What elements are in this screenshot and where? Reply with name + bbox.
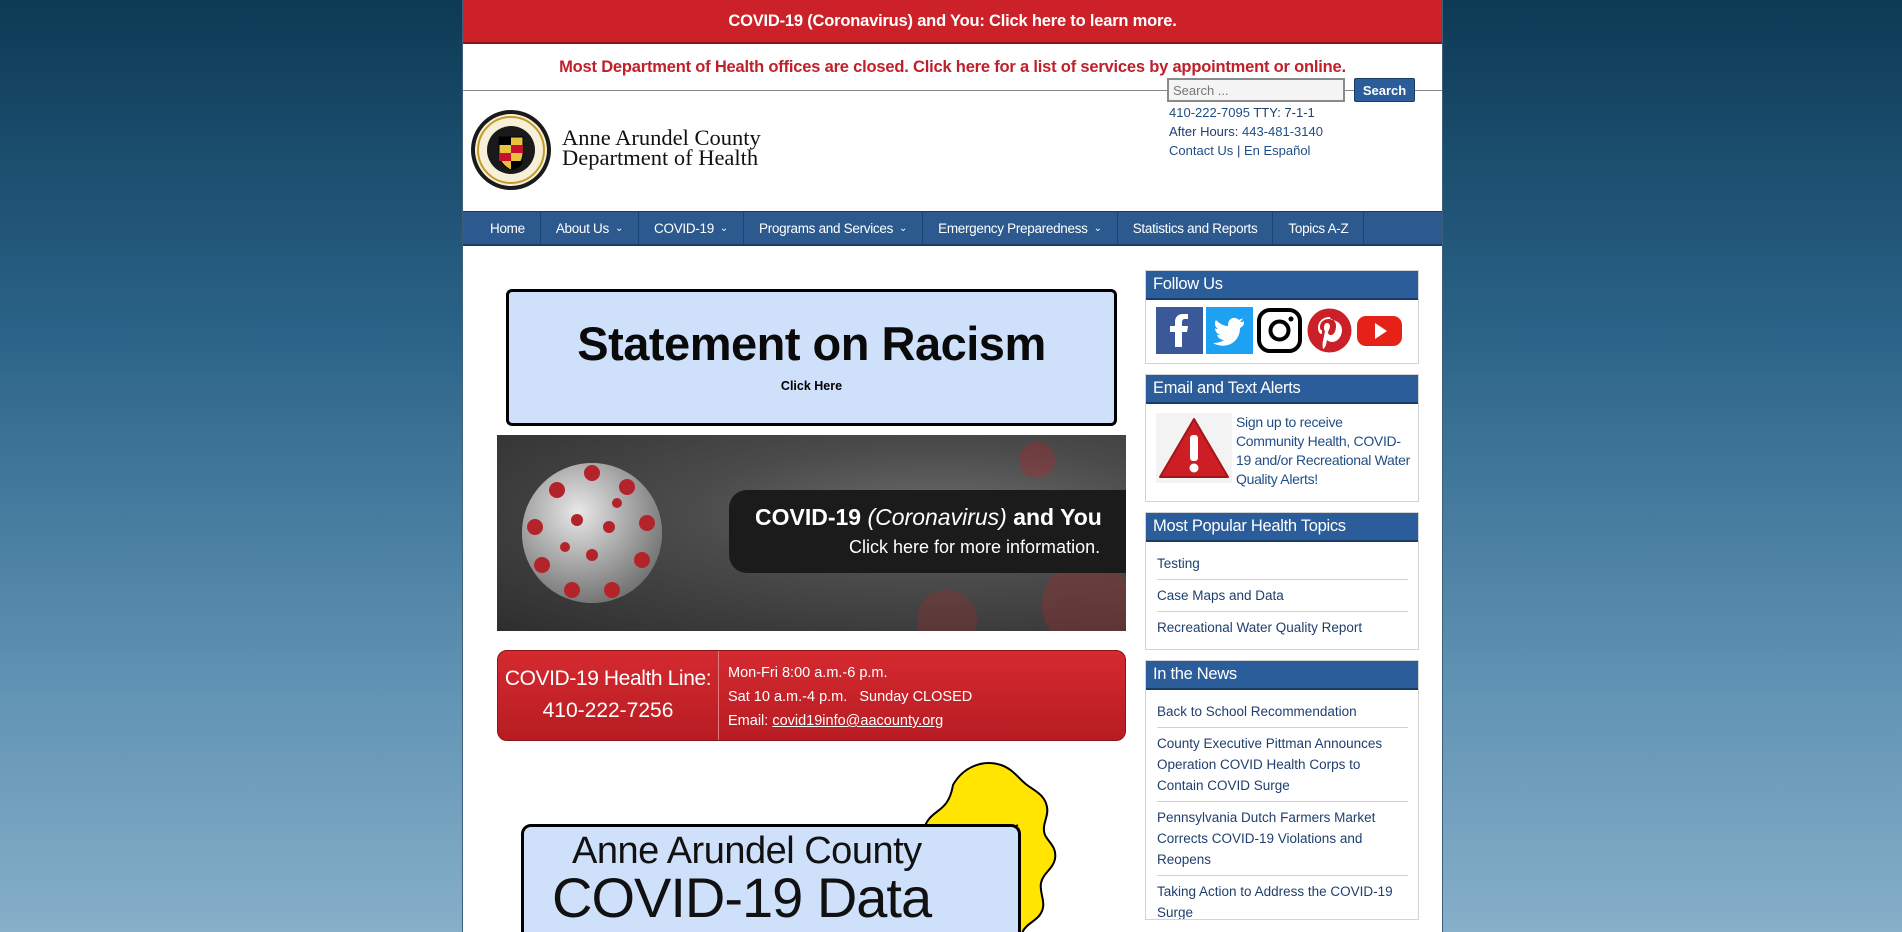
nav-emergency-preparedness[interactable] bbox=[923, 212, 1118, 244]
site-logo-text[interactable] bbox=[562, 125, 761, 170]
email-text-alerts-widget bbox=[1145, 374, 1419, 502]
youtube-icon[interactable] bbox=[1356, 307, 1403, 354]
statement-on-racism-banner[interactable] bbox=[506, 289, 1117, 426]
contact-block bbox=[1169, 103, 1323, 160]
espanol-link[interactable]: En Español bbox=[1243, 143, 1311, 158]
covid-banner-bold-1: COVID-19 bbox=[755, 504, 862, 530]
list-item[interactable]: Testing bbox=[1157, 548, 1408, 580]
covid-info-banner[interactable] bbox=[497, 435, 1126, 631]
list-item[interactable]: Taking Action to Address the COVID-19 Surge bbox=[1157, 884, 1393, 920]
site-header bbox=[463, 91, 1442, 211]
social-icons bbox=[1146, 300, 1418, 363]
nav-label: Home bbox=[490, 220, 525, 236]
after-hours-phone-link[interactable]: 443-481-3140 bbox=[1241, 124, 1323, 139]
health-line-number-block bbox=[498, 651, 719, 740]
follow-us-widget bbox=[1145, 270, 1419, 364]
alerts-signup-link[interactable]: Sign up to receive Community Health, COVID-19 and/or Recreational Water Quality Alerts! bbox=[1236, 414, 1410, 487]
racism-click-here[interactable]: Click Here bbox=[780, 379, 843, 393]
main-phone-link[interactable]: 410-222-7095 bbox=[1169, 105, 1250, 120]
racism-title: Statement on Racism bbox=[577, 317, 1046, 370]
chevron-down-icon: ⌄ bbox=[719, 222, 729, 234]
sidebar bbox=[1145, 270, 1419, 930]
nav-home[interactable] bbox=[475, 212, 541, 244]
hours-sunday: Sunday CLOSED bbox=[859, 689, 973, 705]
warning-icon bbox=[1156, 413, 1232, 483]
page-container bbox=[462, 0, 1443, 932]
data-line-1: Anne Arundel County bbox=[572, 830, 922, 872]
facebook-icon[interactable] bbox=[1156, 307, 1203, 354]
chevron-down-icon: ⌄ bbox=[899, 222, 908, 234]
nav-label: COVID-19 bbox=[654, 220, 714, 236]
tty-text: TTY: 7-1-1 bbox=[1253, 105, 1315, 120]
nav-about-us[interactable] bbox=[541, 212, 639, 244]
in-the-news-widget bbox=[1145, 660, 1419, 920]
nav-label: Emergency Preparedness bbox=[938, 220, 1088, 236]
health-line-label: COVID-19 Health Line: bbox=[504, 667, 712, 690]
logo-line-2: Department of Health bbox=[562, 145, 759, 170]
county-seal-icon[interactable] bbox=[469, 101, 553, 199]
news-title: In the News bbox=[1146, 661, 1418, 690]
popular-list bbox=[1146, 542, 1418, 649]
contact-us-link[interactable]: Contact Us bbox=[1169, 143, 1234, 158]
nav-statistics-reports[interactable] bbox=[1118, 212, 1274, 244]
hours-weekday: Mon-Fri 8:00 a.m.-6 p.m. bbox=[728, 665, 888, 681]
list-item[interactable]: Case Maps and Data bbox=[1157, 580, 1408, 612]
nav-label: Topics A-Z bbox=[1288, 220, 1349, 236]
list-item[interactable]: County Executive Pittman Announces Operation COVID Health Corps to Contain COVID Surge bbox=[1157, 728, 1408, 802]
offices-closed-text[interactable]: Most Department of Health offices are closed. Click here for a list of services by appointment or online. bbox=[559, 57, 1346, 76]
nav-label: Statistics and Reports bbox=[1132, 220, 1258, 236]
main-nav bbox=[463, 211, 1442, 246]
covid-banner-callout bbox=[729, 490, 1126, 573]
alerts-title: Email and Text Alerts bbox=[1146, 375, 1418, 404]
nav-label: About Us bbox=[555, 220, 609, 236]
covid-health-line-box bbox=[497, 650, 1126, 741]
covid-banner-bold-2: and You bbox=[1013, 504, 1102, 530]
alerts-body[interactable] bbox=[1146, 404, 1418, 501]
hours-saturday: Sat 10 a.m.-4 p.m. bbox=[728, 689, 848, 705]
list-item[interactable]: Back to School Recommendation bbox=[1157, 696, 1408, 728]
popular-title: Most Popular Health Topics bbox=[1146, 513, 1418, 542]
data-line-2: COVID-19 Data bbox=[552, 866, 932, 929]
health-line-hours bbox=[719, 651, 972, 740]
nav-label: Programs and Services bbox=[759, 220, 894, 236]
covid-banner-italic: (Coronavirus) bbox=[867, 504, 1007, 530]
search-input[interactable] bbox=[1167, 78, 1345, 102]
health-line-phone[interactable]: 410-222-7256 bbox=[542, 699, 674, 722]
news-list bbox=[1146, 690, 1418, 920]
nav-programs-services[interactable] bbox=[744, 212, 923, 244]
list-item[interactable]: Pennsylvania Dutch Farmers Market Corrects COVID-19 Violations and Reopens bbox=[1157, 802, 1408, 876]
covid-alert-text[interactable]: COVID-19 (Coronavirus) and You: Click here to learn more. bbox=[728, 11, 1177, 30]
chevron-down-icon: ⌄ bbox=[614, 222, 624, 234]
list-item[interactable]: Recreational Water Quality Report bbox=[1157, 620, 1363, 635]
chevron-down-icon: ⌄ bbox=[1093, 222, 1102, 234]
instagram-icon[interactable] bbox=[1256, 307, 1303, 354]
covid-banner-subtext: Click here for more information. bbox=[849, 537, 1101, 557]
email-link[interactable]: covid19info@aacounty.org bbox=[772, 713, 944, 729]
covid-alert-banner[interactable] bbox=[463, 0, 1442, 44]
twitter-icon[interactable] bbox=[1206, 307, 1253, 354]
logo-line-1: Anne Arundel County bbox=[562, 125, 761, 150]
contact-separator: | bbox=[1236, 143, 1241, 158]
popular-topics-widget bbox=[1145, 512, 1419, 650]
covid-data-box bbox=[521, 824, 1021, 932]
pinterest-icon[interactable] bbox=[1306, 307, 1353, 354]
after-hours-label: After Hours: bbox=[1169, 124, 1239, 139]
follow-us-title: Follow Us bbox=[1146, 271, 1418, 300]
covid-data-graphic[interactable] bbox=[513, 755, 1113, 932]
search-button[interactable]: Search bbox=[1354, 78, 1415, 102]
nav-covid-19[interactable] bbox=[639, 212, 744, 244]
nav-topics-az[interactable] bbox=[1273, 212, 1364, 244]
email-label: Email: bbox=[728, 713, 769, 729]
